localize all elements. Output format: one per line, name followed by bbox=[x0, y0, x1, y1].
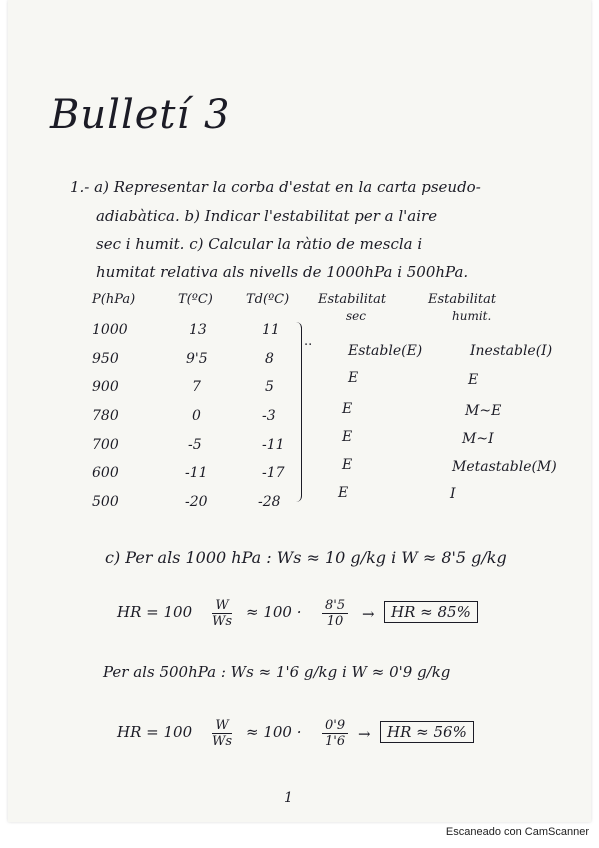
fraction-numerator: 8'5 bbox=[322, 598, 348, 614]
part-c-1000hpa: c) Per als 1000 hPa : Ws ≈ 10 g/kg i W ≈ 8'5 g/kg bbox=[105, 548, 507, 567]
fraction-denominator: Ws bbox=[212, 614, 233, 629]
cell-td: -28 bbox=[258, 494, 281, 510]
brace-mark bbox=[291, 322, 302, 502]
cell-td: 5 bbox=[265, 379, 274, 395]
cell-t: 9'5 bbox=[186, 351, 208, 367]
page-title: Bulletí 3 bbox=[50, 92, 231, 138]
cell-stability-dry: E bbox=[338, 485, 349, 501]
cell-t: 7 bbox=[192, 379, 201, 395]
cell-t: -11 bbox=[185, 465, 208, 481]
arrow-icon: → bbox=[362, 605, 375, 623]
hr-1000-approx: ≈ 100 · bbox=[246, 603, 302, 621]
cell-p: 700 bbox=[92, 437, 119, 453]
part-c-500hpa: Per als 500hPa : Ws ≈ 1'6 g/kg i W ≈ 0'9 g/kg bbox=[103, 663, 451, 681]
cell-stability-dry: Estable(E) bbox=[348, 343, 423, 359]
header-stability-moist: Estabilitat bbox=[428, 292, 497, 307]
cell-stability-dry: E bbox=[342, 401, 353, 417]
cell-t: 13 bbox=[189, 322, 207, 338]
hr-500-fraction-w-ws bbox=[212, 718, 232, 749]
statement-line-2: adiabàtica. b) Indicar l'estabilitat per a l'aire bbox=[96, 207, 438, 225]
hr-1000-fraction-values bbox=[322, 598, 348, 629]
cell-stability-moist: I bbox=[450, 486, 456, 502]
cell-p: 950 bbox=[92, 351, 119, 367]
cell-stability-dry: E bbox=[348, 370, 359, 386]
cell-stability-moist: Inestable(I) bbox=[470, 343, 553, 359]
cell-stability-moist: Metastable(M) bbox=[452, 459, 557, 475]
page-number: 1 bbox=[284, 790, 293, 806]
arrow-icon: → bbox=[358, 725, 371, 743]
cell-td: -17 bbox=[262, 465, 285, 481]
cell-stability-moist: E bbox=[468, 372, 479, 388]
header-stability-dry: Estabilitat bbox=[318, 292, 387, 307]
statement-line-4: humitat relativa als nivells de 1000hPa i 500hPa. bbox=[96, 263, 469, 281]
cell-t: -20 bbox=[185, 494, 208, 510]
fraction-numerator: W bbox=[212, 718, 231, 734]
cell-stability-dry: E bbox=[342, 457, 353, 473]
cell-p: 1000 bbox=[92, 322, 128, 338]
header-dewpoint: Td(ºC) bbox=[246, 292, 290, 307]
cell-t: 0 bbox=[192, 408, 201, 424]
cell-p: 500 bbox=[92, 494, 119, 510]
cell-t: -5 bbox=[188, 437, 202, 453]
hr-1000-lhs: HR = 100 bbox=[117, 603, 193, 621]
header-temperature: T(ºC) bbox=[178, 292, 213, 307]
cell-p: 600 bbox=[92, 465, 119, 481]
cell-p: 900 bbox=[92, 379, 119, 395]
cell-stability-moist: M~I bbox=[462, 431, 494, 447]
header-pressure: P(hPa) bbox=[92, 292, 136, 307]
cell-td: 8 bbox=[265, 351, 274, 367]
hr-500-approx: ≈ 100 · bbox=[246, 723, 302, 741]
cell-td: -3 bbox=[262, 408, 276, 424]
cell-p: 780 bbox=[92, 408, 119, 424]
header-stability-moist-sub: humit. bbox=[452, 309, 492, 323]
hr-500-lhs: HR = 100 bbox=[117, 723, 193, 741]
cell-td: 11 bbox=[262, 322, 280, 338]
hr-1000-result: HR ≈ 85% bbox=[384, 601, 478, 623]
statement-line-1: 1.- a) Representar la corba d'estat en la carta pseudo- bbox=[70, 178, 481, 196]
scanner-watermark: Escaneado con CamScanner bbox=[445, 826, 589, 838]
fraction-denominator: 10 bbox=[326, 614, 344, 629]
header-stability-dry-sub: sec bbox=[346, 309, 366, 323]
cell-stability-dry: E bbox=[342, 429, 353, 445]
fraction-numerator: W bbox=[212, 598, 231, 614]
ellipsis-mark: ·· bbox=[304, 338, 313, 353]
fraction-denominator: Ws bbox=[212, 734, 233, 749]
fraction-denominator: 1'6 bbox=[325, 734, 346, 749]
hr-1000-fraction-w-ws bbox=[212, 598, 232, 629]
cell-stability-moist: M~E bbox=[465, 403, 502, 419]
hr-500-fraction-values bbox=[322, 718, 348, 749]
fraction-numerator: 0'9 bbox=[322, 718, 348, 734]
hr-500-result: HR ≈ 56% bbox=[380, 721, 474, 743]
statement-line-3: sec i humit. c) Calcular la ràtio de mescla i bbox=[96, 235, 423, 253]
cell-td: -11 bbox=[262, 437, 285, 453]
